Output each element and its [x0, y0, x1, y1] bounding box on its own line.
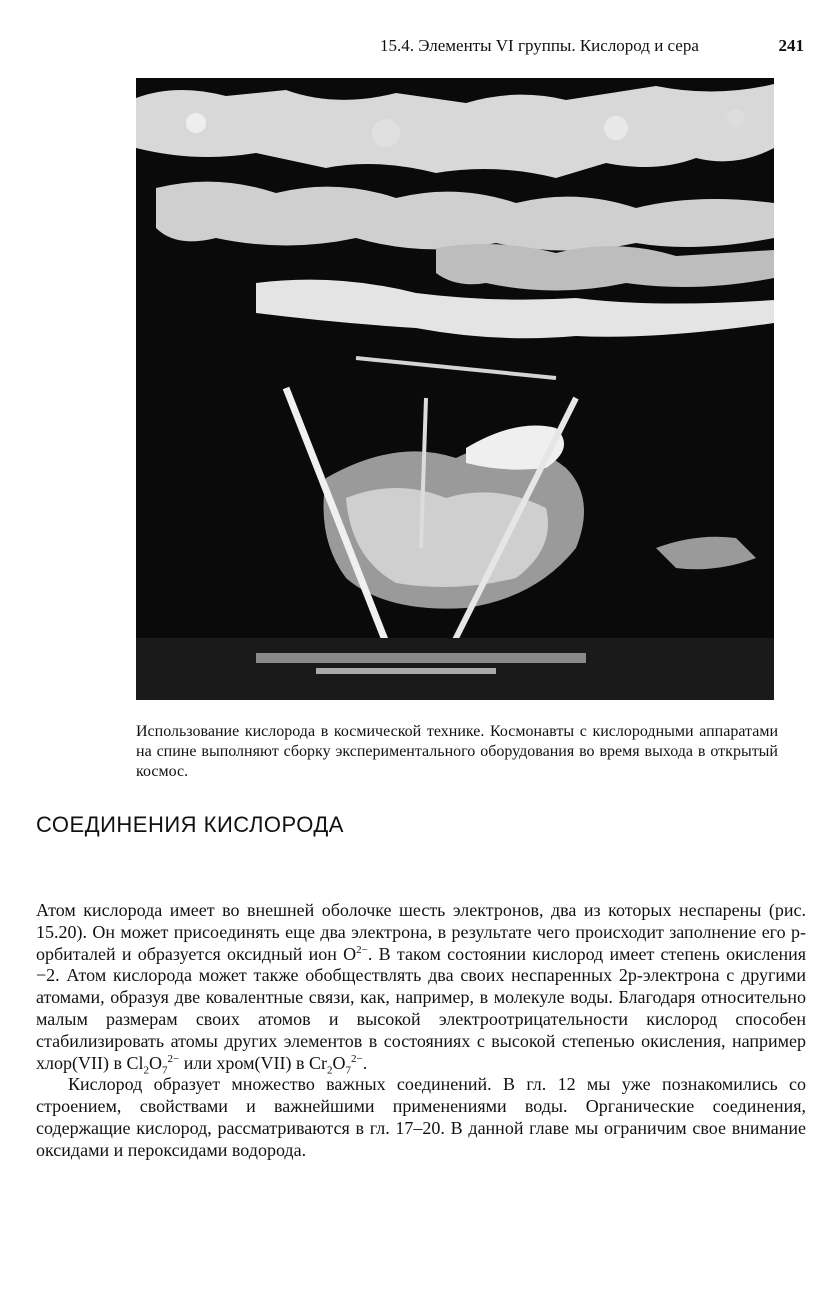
paragraph-oxygen-atom: [36, 900, 806, 1077]
cr-sub2: 7: [345, 1064, 351, 1077]
body-text: [36, 900, 806, 1162]
cl-sub2: 7: [161, 1064, 168, 1077]
p1-part1: Атом кислорода имеет во внешней оболочке шесть электронов, два из которых неспарены (рис. 15.20). Он может присоединять еще два электрона, в результате чего происходит заполнение его p-орбиталей и образуется оксидный ион O: [36, 900, 806, 964]
oxide-charge: 2−: [356, 943, 368, 956]
cr-charge: 2−: [350, 1052, 363, 1065]
figure-caption: Использование кислорода в космической технике. Космонавты с кислородными аппаратами на спине выполняют сборку экспериментального оборудования во время выхода в открытый космос.: [136, 723, 778, 780]
paragraph-compounds: Кислород образует множество важных соединений. В гл. 12 мы уже познакомились со строением, свойствами и важнейшими применениями воды. Органические соединения, содержащие кислород, рассматриваются в гл. 17–20. В данной главе мы ограничим свое внимание оксидами и пероксидами водорода.: [36, 1074, 806, 1160]
section-heading: СОЕДИНЕНИЯ КИСЛОРОДА: [36, 812, 344, 837]
cr-o: O: [332, 1052, 346, 1073]
cl-o: O: [148, 1052, 162, 1073]
p1-end: .: [362, 1052, 368, 1073]
cl-sub1: 2: [143, 1064, 149, 1077]
p1-part2: . В таком состоянии кислород имеет степень окисления −2. Атом кислорода может также обобществлять два своих неспаренных 2p-электрона с другими атомами, образуя две ковалентные связи, как, например, в молекуле воды. Благодаря относительно малым размерам своих атомов и высокой электроотрицательности кислород способен стабилизировать атомы других элементов в состояниях с высокой степенью окисления, например хлор(VII) в Cl: [36, 943, 806, 1073]
cr-sub1: 2: [326, 1064, 333, 1077]
astronaut-photo: [136, 78, 774, 700]
section-title: 15.4. Элементы VI группы. Кислород и сера: [380, 36, 699, 55]
cl-charge: 2−: [167, 1052, 180, 1065]
page-number: 241: [778, 36, 804, 55]
p1-part3: или хром(VII) в Cr: [179, 1052, 327, 1073]
